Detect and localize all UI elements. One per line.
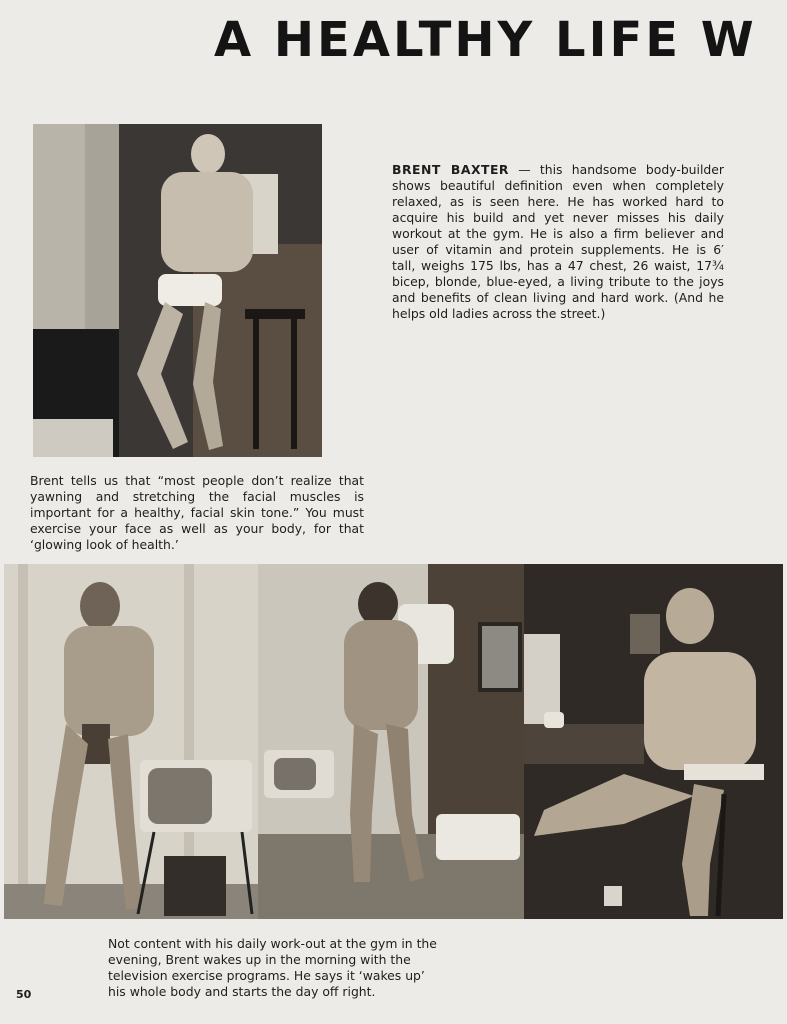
page-number: 50 xyxy=(16,988,32,1001)
photo-stretching-doorway xyxy=(33,124,322,457)
caption-profile-text: — this handsome body-builder shows beautiful definition even when completely relaxed, as is seen here. He has worked hard to acquire his build and yet never misses his daily workout at the gym. He is also a firm believer and user of vitamin and protein supplements. He is 6′ tall, weighs 175 lbs, has a 47 chest, 26 waist, 17¾ bicep, blonde, blue-eyed, a living tribute to the joys and benefits of clean living and hard work. (And he helps old ladies across the street.) xyxy=(392,162,724,321)
photo-television-front xyxy=(4,564,258,919)
photo-seated-stool xyxy=(524,564,783,919)
caption-subject-name: BRENT BAXTER xyxy=(392,162,509,177)
caption-yawning-stretching: Brent tells us that “most people don’t realize that yawning and stretching the facial muscles is important for a healthy, facial skin tone.” You must exercise your face as well as your body, for that ‘glowing look of health.’ xyxy=(30,473,364,552)
page-headline: A HEALTHY LIFE W xyxy=(214,12,757,68)
photo-rear-view xyxy=(258,564,524,919)
caption-brent-baxter-profile xyxy=(392,162,724,322)
caption-television-exercise: Not content with his daily work-out at the gym in the evening, Brent wakes up in the morning with the television exercise programs. He says it ‘wakes up’ his whole body and starts the day off right. xyxy=(108,936,437,999)
